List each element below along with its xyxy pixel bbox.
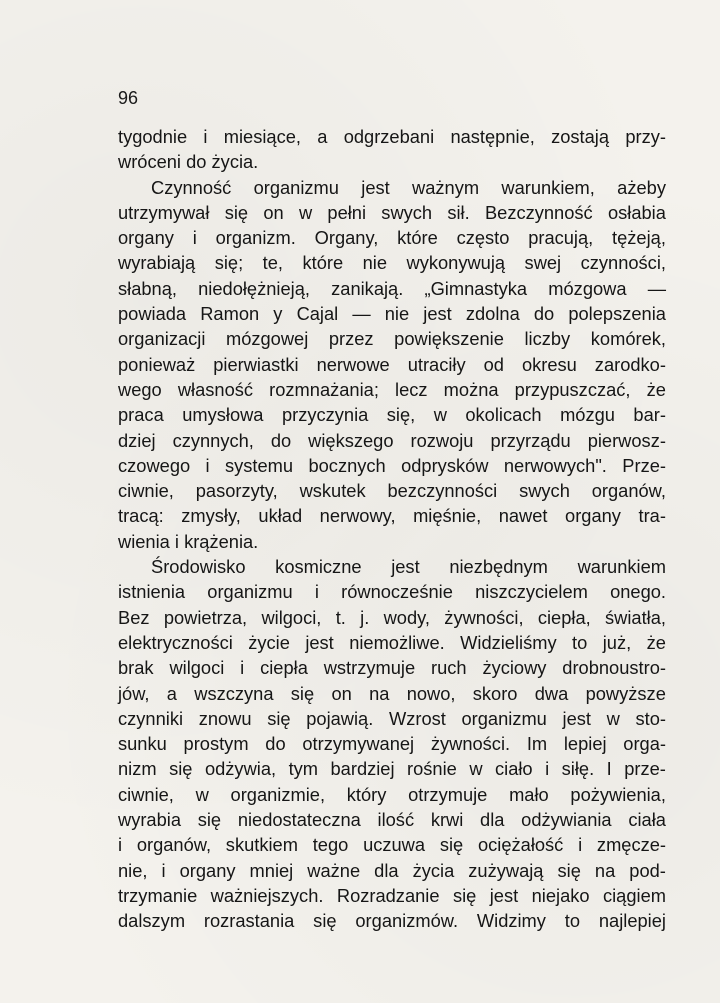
- text-line: organy i organizm. Organy, które często pracują, tężeją,: [118, 227, 666, 249]
- text-line: wyrabiają się; te, które nie wykonywują swej czynności,: [118, 252, 666, 274]
- text-line: elektryczności życie jest niemożliwe. Widzieliśmy to już, że: [118, 631, 666, 653]
- text-line: praca umysłowa przyczynia się, w okolicach mózgu bar-: [118, 404, 666, 426]
- text-line: wróceni do życia.: [118, 151, 259, 173]
- text-line: dalszym rozrastania się organizmów. Widzimy to najlepiej: [118, 910, 666, 932]
- text-line: nizm się odżywia, tym bardziej rośnie w ciało i siłę. I prze-: [118, 758, 666, 780]
- text-line: słabną, niedołężnieją, zanikają. „Gimnastyka mózgowa —: [118, 277, 666, 299]
- text-line: i organów, skutkiem tego uczuwa się ociężałość i zmęcze-: [118, 834, 666, 856]
- text-line: ponieważ pierwiastki nerwowe utraciły od okresu zarodko-: [118, 353, 666, 375]
- text-line: ciwnie, w organizmie, który otrzymuje mało pożywienia,: [118, 783, 666, 805]
- text-line: utrzymywał się on w pełni swych sił. Bezczynność osłabia: [118, 201, 666, 223]
- text-line: czynniki znowu się pojawią. Wzrost organizmu jest w sto-: [118, 707, 666, 729]
- text-line: czowego i systemu bocznych odprysków nerwowych". Prze-: [118, 454, 666, 476]
- page-number: 96: [118, 88, 139, 108]
- text-line: powiada Ramon y Cajal — nie jest zdolna do polepszenia: [118, 303, 666, 325]
- text-line: jów, a wszczyna się on na nowo, skoro dwa powyższe: [118, 682, 666, 704]
- text-line: wienia i krążenia.: [118, 530, 259, 552]
- text-line: Środowisko kosmiczne jest niezbędnym warunkiem: [151, 556, 666, 578]
- text-line: istnienia organizmu i równocześnie niszczycielem onego.: [118, 581, 666, 603]
- text-line: Czynność organizmu jest ważnym warunkiem, ażeby: [151, 176, 666, 198]
- body-text: [118, 124, 666, 934]
- text-line: tygodnie i miesiące, a odgrzebani następnie, zostają przy-: [118, 126, 666, 147]
- text-line: sunku prostym do otrzymywanej żywności. Im lepiej orga-: [118, 733, 666, 755]
- text-line: tracą: zmysły, układ nerwowy, mięśnie, nawet organy tra-: [118, 505, 666, 527]
- text-line: Bez powietrza, wilgoci, t. j. wody, żywności, ciepła, światła,: [118, 606, 666, 628]
- text-line: wego własność rozmnażania; lecz można przypuszczać, że: [118, 378, 666, 400]
- text-line: trzymanie ważniejszych. Rozradzanie się jest niejako ciągiem: [118, 884, 666, 906]
- text-line: organizacji mózgowej przez powiększenie liczby komórek,: [118, 328, 666, 350]
- text-line: nie, i organy mniej ważne dla życia zużywają się na pod-: [118, 859, 666, 881]
- text-line: ciwnie, pasorzyty, wskutek bezczynności swych organów,: [118, 480, 666, 502]
- text-line: wyrabia się niedostateczna ilość krwi dla odżywiania ciała: [118, 809, 666, 831]
- text-line: brak wilgoci i ciepła wstrzymuje ruch życiowy drobnoustro-: [118, 657, 666, 679]
- text-line: dziej czynnych, do większego rozwoju przyrządu pierwosz-: [118, 429, 666, 451]
